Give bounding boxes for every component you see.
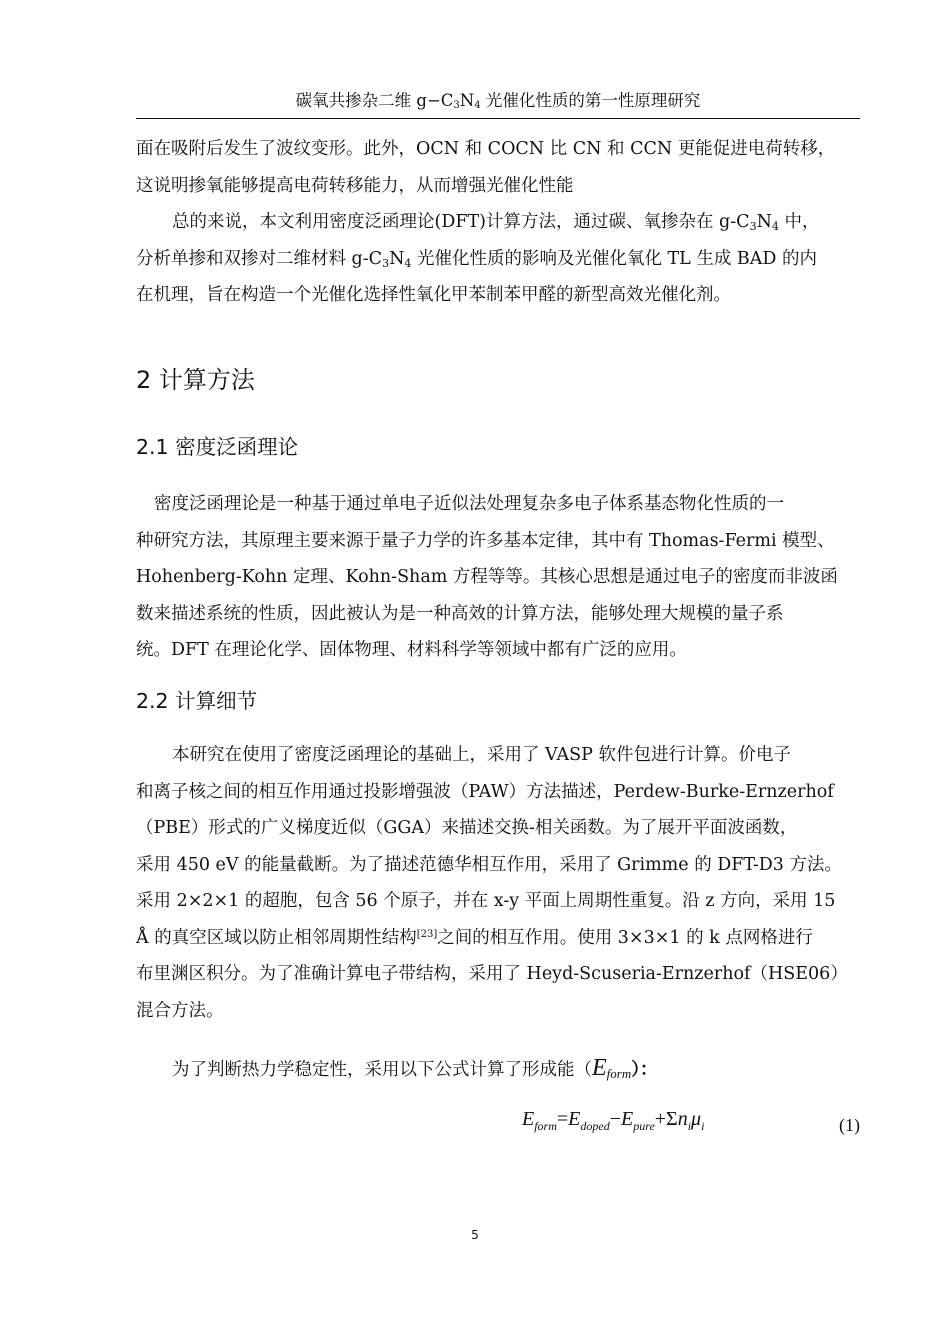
equation-number: (1) — [839, 1115, 860, 1135]
text-line: 数来描述系统的性质，因此被认为是一种高效的计算方法，能够处理大规模的量子系 — [136, 603, 784, 624]
text-line: （PBE）形式的广义梯度近似（GGA）来描述交换-相关函数。为了展开平面波函数， — [136, 818, 798, 838]
text-line: 这说明掺氧能够提高电荷转移能力，从而增强光催化性能 — [136, 175, 574, 196]
formation-energy-intro — [136, 1050, 860, 1089]
running-header: 碳氧共掺杂二维 $g-C_3N_4$ 光催化性质的第一性原理研究 — [136, 90, 860, 119]
text-line: 采用 2×2×1 的超胞，包含 56 个原子，并在 x-y 平面上周期性重复。沿 z 方向，采用 15 — [136, 891, 836, 911]
text-line: 密度泛函理论是一种基于通过单电子近似法处理复杂多电子体系基态物化性质的一 — [154, 494, 784, 514]
subsection-heading: 2.1 密度泛函理论 — [136, 435, 299, 459]
text-line: 本研究在使用了密度泛函理论的基础上，采用了 VASP 软件包进行计算。价电子 — [172, 745, 791, 765]
formation-energy-equation: $E_{form}=E_{doped}-E_{pure}+\Sigma n_i\mu_i$ — [522, 1108, 705, 1133]
text-line: 布里渊区积分。为了准确计算电子带结构，采用了 Heyd-Scuseria-Ernzerhof（HSE06） — [136, 964, 848, 984]
text-line: 总的来说，本文利用密度泛函理论(DFT)计算方法，通过碳、氧掺杂在 $g-C_3N_4$ 中， — [172, 212, 820, 233]
details-paragraph — [136, 737, 860, 1029]
text-line: Å 的真空区域以防止相邻周期性结构[23]之间的相互作用。使用 3×3×1 的 k 点网格进行 — [136, 927, 813, 948]
text-line: 统。DFT 在理论化学、固体物理、材料科学等领域中都有广泛的应用。 — [136, 640, 687, 660]
text-line: 为了判断热力学稳定性，采用以下公式计算了形成能$(E_{form})$： — [172, 1055, 658, 1081]
text-line: 种研究方法，其原理主要来源于量子力学的许多基本定律，其中有 Thomas-Fermi 模型、 — [136, 530, 835, 551]
text-line: 分析单掺和双掺对二维材料 $g-C_3N_4$ 光催化性质的影响及光催化氧化 TL 生成 BAD 的内 — [136, 248, 818, 270]
dft-paragraph — [136, 486, 860, 669]
text-line: 面在吸附后发生了波纹变形。此外，OCN 和 COCN 比 CN 和 CCN 更能促进电荷转移， — [136, 139, 836, 159]
text-line: 和离子核之间的相互作用通过投影增强波（PAW）方法描述，Perdew-Burke-Ernzerhof — [136, 781, 834, 802]
subsection-heading: 2.2 计算细节 — [136, 689, 258, 713]
citation: [23] — [416, 928, 438, 940]
intro-paragraph — [136, 131, 860, 314]
section-heading: 2 计算方法 — [136, 366, 255, 394]
text-line: 在机理，旨在构造一个光催化选择性氧化甲苯制苯甲醛的新型高效光催化剂。 — [136, 285, 731, 305]
text-line: 采用 450 eV 的能量截断。为了描述范德华相互作用，采用了 Grimme 的 DFT-D3 方法。 — [136, 854, 842, 875]
page-number: 5 — [471, 1228, 479, 1242]
text-line: Hohenberg-Kohn 定理、Kohn-Sham 方程等等。其核心思想是通过电子的密度而非波函 — [136, 567, 838, 587]
text-line: 混合方法。 — [136, 1000, 224, 1021]
